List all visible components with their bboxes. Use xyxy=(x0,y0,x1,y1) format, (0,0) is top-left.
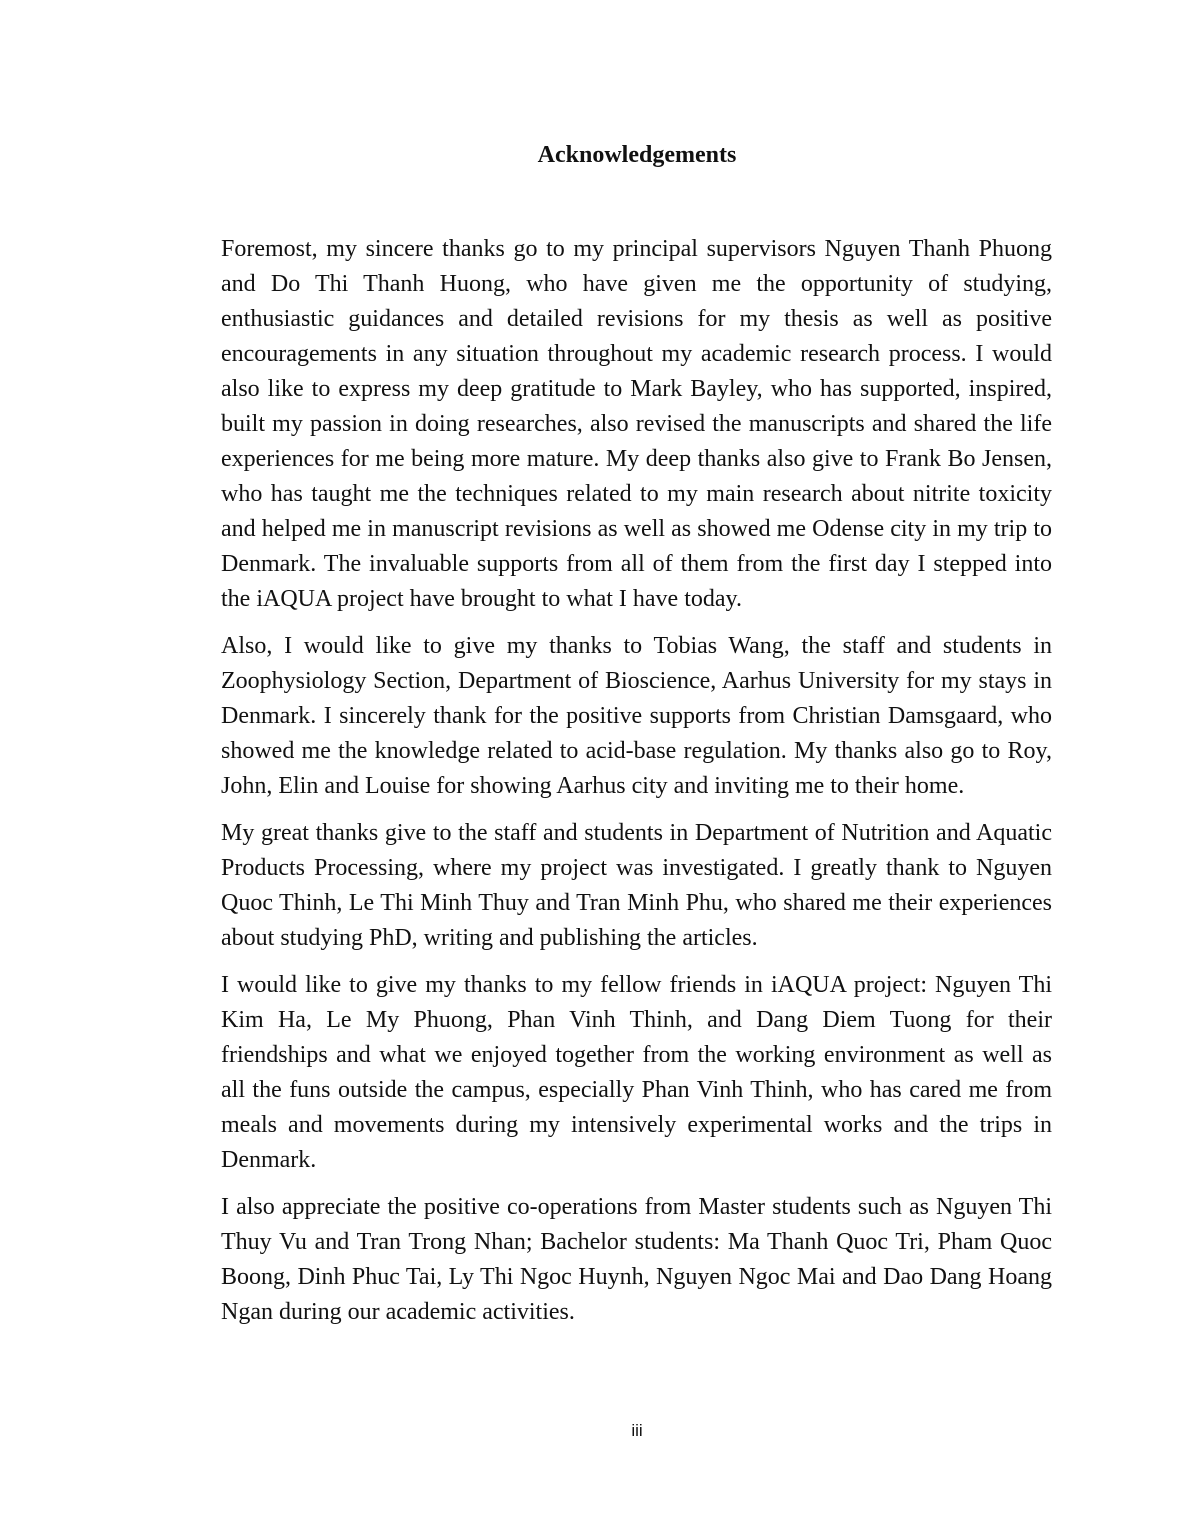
paragraph-students: I also appreciate the positive co-operations from Master students such as Nguyen Thi Thuy Vu and Tran Trong Nhan; Bachelor students: Ma Thanh Quoc Tri, Pham Quoc Boong, Dinh Phuc Tai, Ly Thi Ngoc Huynh, Nguyen Ngoc Mai and Dao Dang Hoang Ngan during our academic activities. xyxy=(221,1194,1052,1325)
paragraph-friends: I would like to give my thanks to my fellow friends in iAQUA project: Nguyen Thi Kim Ha, Le My Phuong, Phan Vinh Thinh, and Dang Diem Tuong for their friendships and what we enjoyed together from the working environment as well as all the funs outside the campus, especially Phan Vinh Thinh, who has cared me from meals and movements during my intensively experimental works and the trips in Denmark. xyxy=(221,972,1052,1173)
page-title: Acknowledgements xyxy=(537,142,737,168)
page-number: iii xyxy=(631,1421,643,1440)
paragraph-aarhus: Also, I would like to give my thanks to Tobias Wang, the staff and students in Zoophysiology Section, Department of Bioscience, Aarhus University for my stays in Denmark. I sincerely thank for the positive supports from Christian Damsgaard, who showed me the knowledge related to acid-base regulation. My thanks also go to Roy, John, Elin and Louise for showing Aarhus city and inviting me to their home. xyxy=(221,633,1052,799)
paragraph-supervisors: Foremost, my sincere thanks go to my principal supervisors Nguyen Thanh Phuong and Do Thi Thanh Huong, who have given me the opportunity of studying, enthusiastic guidances and detailed revisions for my thesis as well as positive encouragements in any situation throughout my academic research process. I would also like to express my deep gratitude to Mark Bayley, who has supported, inspired, built my passion in doing researches, also revised the manuscripts and shared the life experiences for me being more mature. My deep thanks also give to Frank Bo Jensen, who has taught me the techniques related to my main research about nitrite toxicity and helped me in manuscript revisions as well as showed me Odense city in my trip to Denmark. The invaluable supports from all of them from the first day I stepped into the iAQUA project have brought to what I have today. xyxy=(221,236,1052,612)
paragraph-department: My great thanks give to the staff and students in Department of Nutrition and Aquatic Products Processing, where my project was investigated. I greatly thank to Nguyen Quoc Thinh, Le Thi Minh Thuy and Tran Minh Phu, who shared me their experiences about studying PhD, writing and publishing the articles. xyxy=(221,820,1052,951)
acknowledgements-body xyxy=(221,232,1052,1342)
